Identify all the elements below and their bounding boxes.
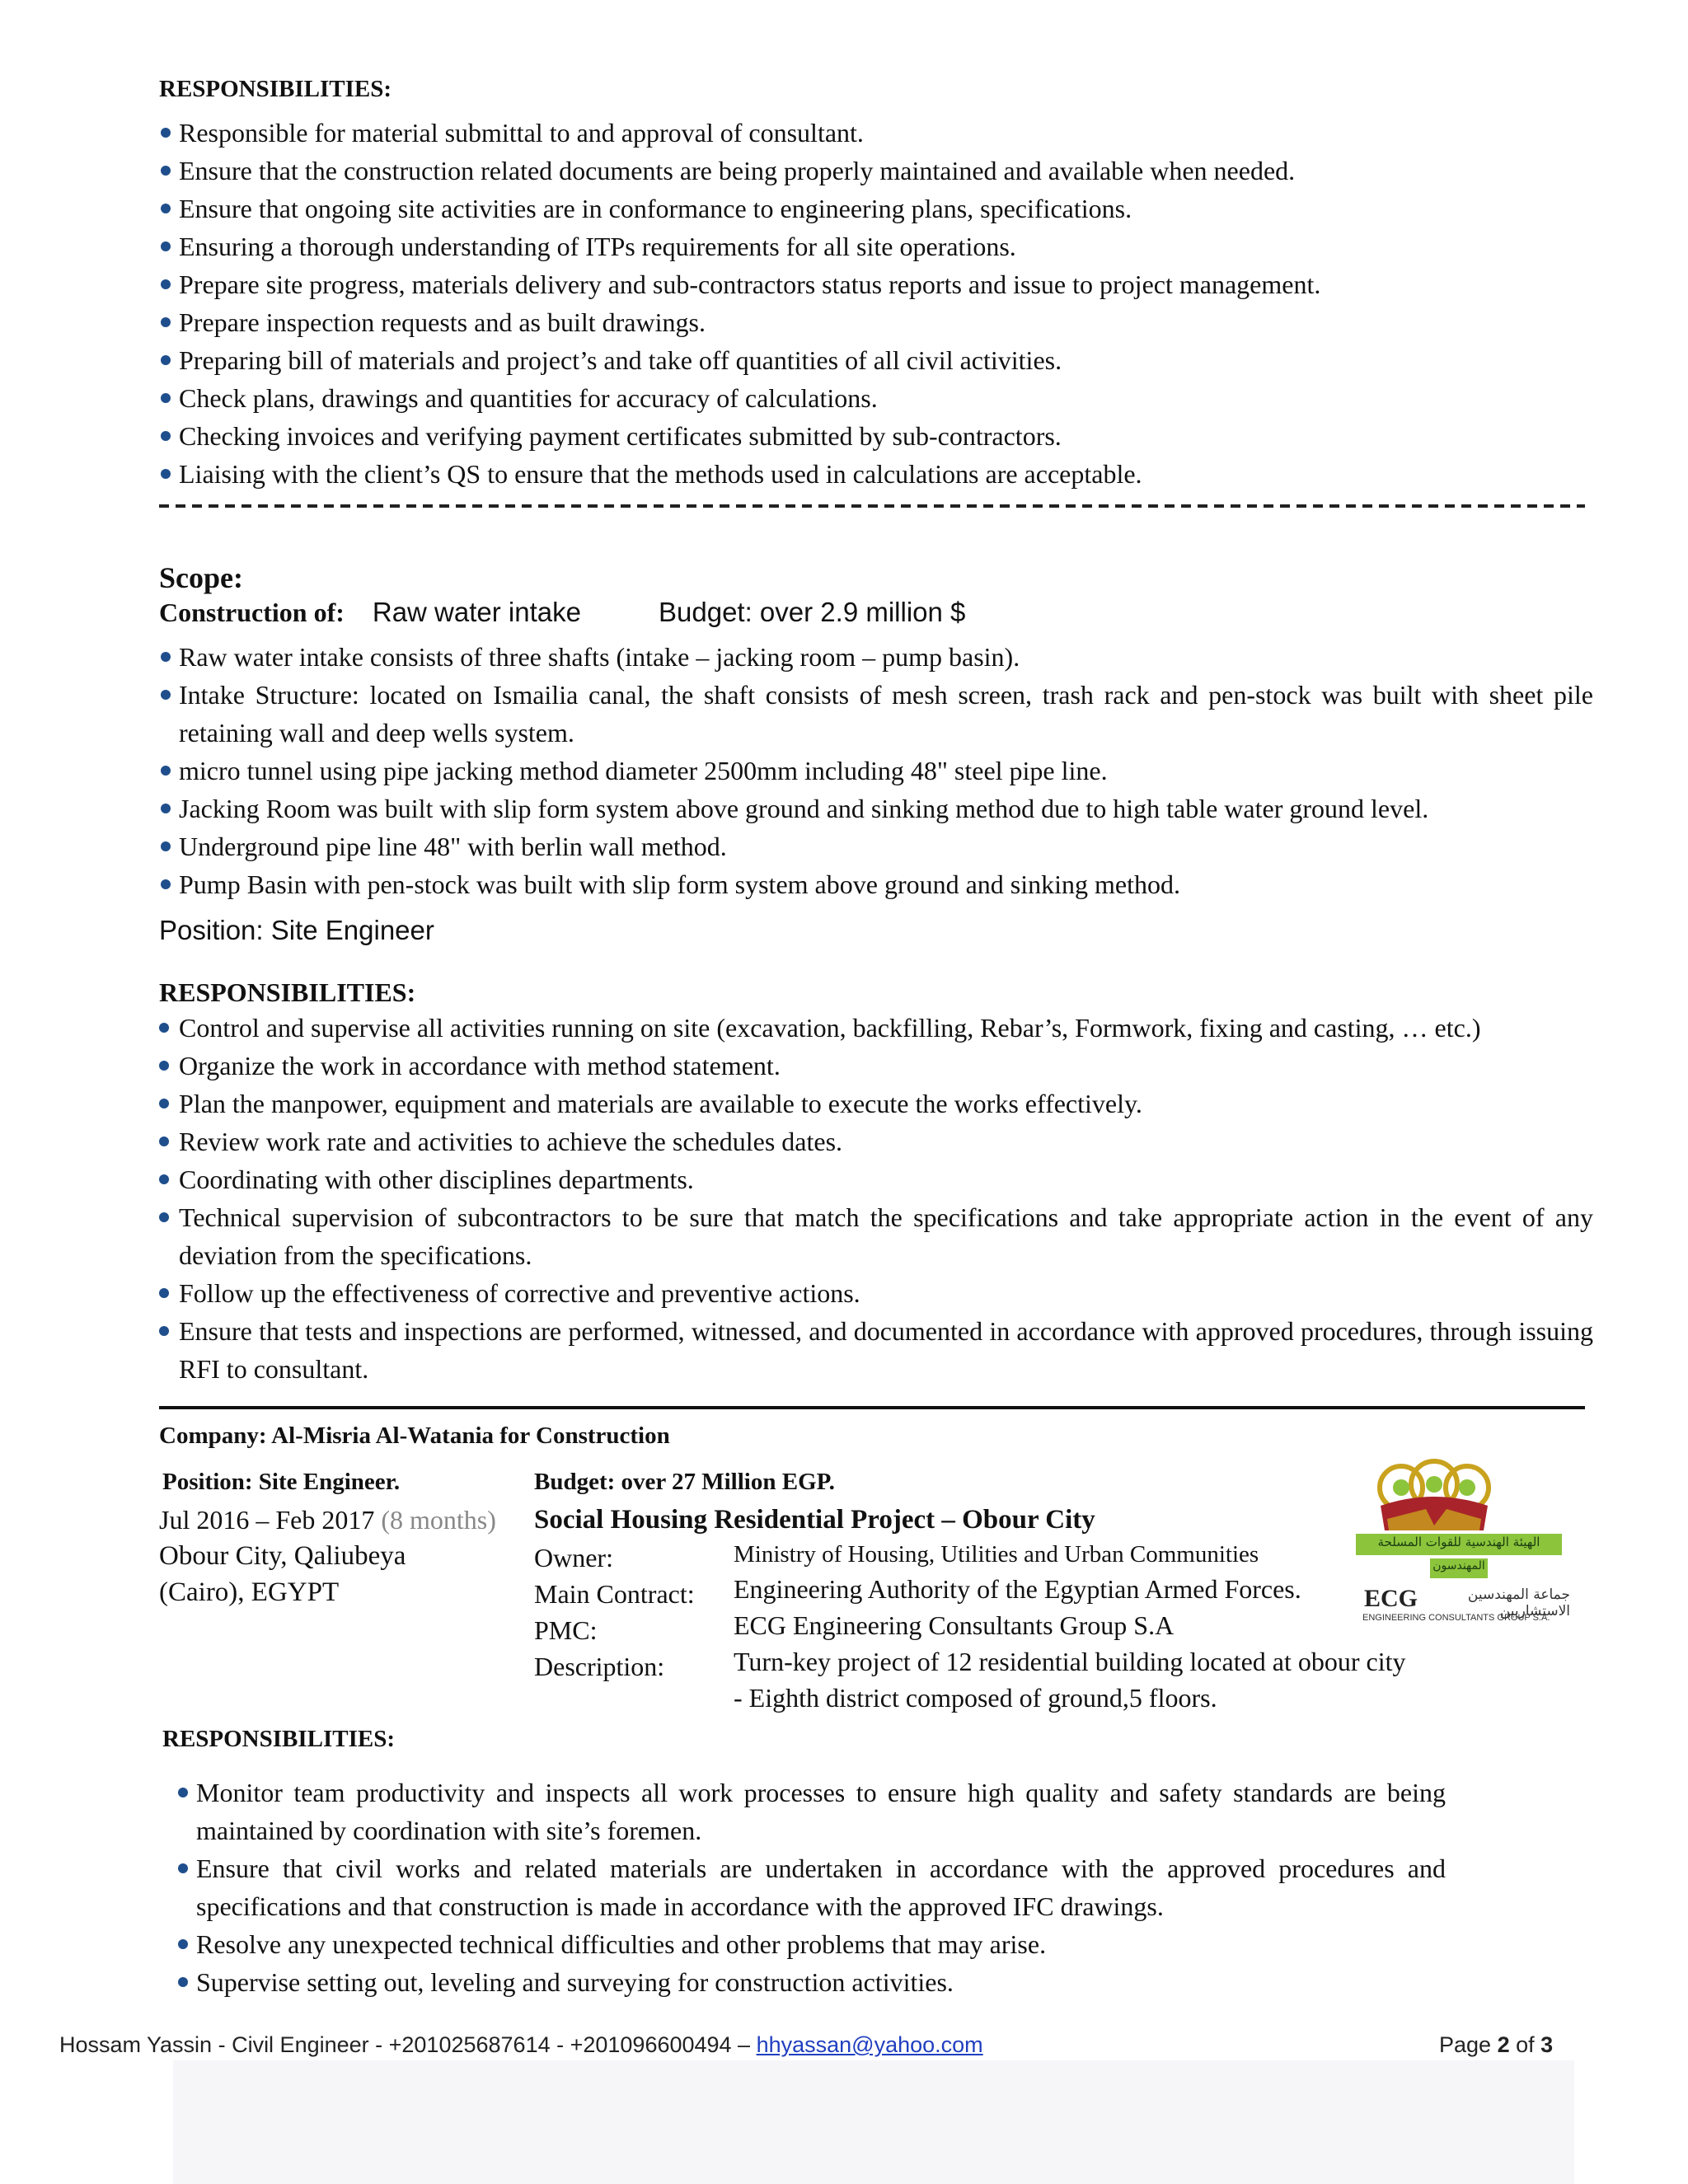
list-item-text: Jacking Room was built with slip form system above ground and sinking method due to high table water ground level. — [179, 794, 1429, 823]
list-item — [159, 417, 1593, 455]
main-contract-value: Engineering Authority of the Egyptian Armed Forces. — [734, 1574, 1301, 1604]
bullet-icon — [161, 469, 171, 479]
duration: (8 months) — [381, 1505, 496, 1535]
list-item — [159, 676, 1593, 752]
company-name: Company: Al-Misria Al-Watania for Construction — [159, 1422, 670, 1449]
responsibilities-list-3 — [176, 1774, 1446, 2001]
description-label: Description: — [534, 1652, 665, 1681]
list-item — [159, 1122, 1593, 1160]
description-line-1: Turn-key project of 12 residential building located at obour city — [734, 1647, 1406, 1676]
list-item-text: Resolve any unexpected technical difficulties and other problems that may arise. — [196, 1929, 1047, 1959]
bullet-icon — [178, 1863, 188, 1873]
bullet-icon — [161, 355, 171, 365]
list-item-text: Underground pipe line 48" with berlin wall method. — [179, 832, 727, 861]
list-item-text: Pump Basin with pen-stock was built with slip form system above ground and sinking method. — [179, 869, 1181, 899]
main-contract-label: Main Contract: — [534, 1579, 695, 1609]
owner-value: Ministry of Housing, Utilities and Urban Communities — [734, 1541, 1259, 1568]
bullet-icon — [178, 1939, 188, 1949]
list-item-text: Ensuring a thorough understanding of ITPs requirements for all site operations. — [179, 232, 1016, 261]
list-item — [159, 114, 1593, 152]
list-item — [159, 190, 1593, 227]
bullet-icon — [161, 652, 171, 662]
dashed-separator — [159, 504, 1585, 508]
list-item-text: Prepare inspection requests and as built drawings. — [179, 307, 706, 337]
list-item — [159, 227, 1593, 265]
page-prefix: Page — [1439, 2032, 1492, 2057]
ecg-logo-text: ECG — [1364, 1585, 1418, 1612]
list-item — [159, 752, 1593, 790]
pmc-label: PMC: — [534, 1615, 598, 1645]
bullet-icon — [161, 841, 171, 851]
list-item-text: Supervise setting out, leveling and surveying for construction activities. — [196, 1967, 954, 1997]
responsibilities-heading-2: RESPONSIBILITIES: — [159, 977, 416, 1007]
list-item — [176, 1774, 1446, 1849]
list-item — [159, 341, 1593, 379]
scope-budget: Budget: over 2.9 million $ — [659, 597, 966, 627]
scope-list — [159, 638, 1593, 903]
bullet-icon — [178, 1788, 188, 1797]
location-line-1: Obour City, Qaliubeya — [159, 1541, 406, 1571]
bullet-icon — [178, 1977, 188, 1987]
list-item — [159, 152, 1593, 190]
bullet-icon — [161, 393, 171, 403]
bullet-icon — [161, 879, 171, 889]
list-item-text: Intake Structure: located on Ismailia canal, the shaft consists of mesh screen, trash rack and pen-stock was built with sheet pile retaining wall and deep wells system. — [179, 680, 1593, 748]
bullet-icon — [161, 204, 171, 213]
pmc-value: ECG Engineering Consultants Group S.A — [734, 1610, 1175, 1640]
scope-construction-line — [159, 597, 581, 628]
list-item-text: Ensure that tests and inspections are performed, witnessed, and documented in accordance with approved procedures, through issuing RFI to consultant. — [179, 1316, 1593, 1384]
bullet-icon — [161, 166, 171, 176]
bullet-icon — [159, 1099, 169, 1108]
list-item-text: Review work rate and activities to achieve the schedules dates. — [179, 1127, 843, 1156]
list-item — [159, 827, 1593, 865]
scope-position: Position: Site Engineer — [159, 915, 434, 945]
section-rule — [159, 1406, 1585, 1409]
list-item — [159, 303, 1593, 341]
logo-arabic-line-1: الهيئة الهندسية للقوات المسلحة — [1377, 1535, 1540, 1549]
bullet-icon — [161, 766, 171, 776]
list-item — [159, 1009, 1593, 1047]
owner-label: Owner: — [534, 1543, 613, 1572]
list-item-text: Prepare site progress, materials delivery and sub-contractors status reports and issue to project management. — [179, 269, 1321, 299]
list-item — [159, 1160, 1593, 1198]
list-item-text: Organize the work in accordance with method statement. — [179, 1051, 781, 1080]
footer-text: Hossam Yassin - Civil Engineer - +201025687614 - +201096600494 – — [59, 2032, 751, 2057]
list-item-text: Ensure that ongoing site activities are in conformance to engineering plans, specifications. — [179, 194, 1132, 223]
list-item-text: Plan the manpower, equipment and materials are available to execute the works effectively. — [179, 1089, 1142, 1118]
company-logos — [1348, 1455, 1570, 1628]
responsibilities-list-2 — [159, 1009, 1593, 1388]
bullet-icon — [159, 1174, 169, 1184]
project-title: Social Housing Residential Project – Obour City — [534, 1505, 1095, 1535]
list-item-text: Liaising with the client’s QS to ensure that the methods used in calculations are acceptable. — [179, 459, 1142, 489]
page-current: 2 — [1497, 2032, 1510, 2057]
list-item-text: Ensure that the construction related documents are being properly maintained and available when needed. — [179, 156, 1296, 185]
bullet-icon — [159, 1061, 169, 1071]
bullet-icon — [161, 317, 171, 327]
bullet-icon — [161, 128, 171, 138]
construction-value: Raw water intake — [372, 597, 581, 627]
list-item-text: Follow up the effectiveness of corrective and preventive actions. — [179, 1278, 860, 1308]
bullet-icon — [161, 241, 171, 251]
job-dates — [159, 1505, 496, 1535]
list-item — [159, 379, 1593, 417]
list-item-text: Preparing bill of materials and project’s and take off quantities of all civil activities. — [179, 345, 1062, 375]
list-item — [159, 865, 1593, 903]
bullet-icon — [161, 431, 171, 441]
bullet-icon — [159, 1326, 169, 1336]
responsibilities-heading: RESPONSIBILITIES: — [159, 76, 392, 102]
job-position: Position: Site Engineer. — [162, 1469, 401, 1495]
list-item — [159, 638, 1593, 676]
list-item — [159, 265, 1593, 303]
scope-heading: Scope: — [159, 561, 243, 594]
page-total: 3 — [1540, 2032, 1554, 2057]
bullet-icon — [161, 804, 171, 813]
bullet-icon — [159, 1288, 169, 1298]
ecg-logo-arabic: جماعة المهندسين الاستشاريين — [1467, 1586, 1570, 1619]
list-item-text: Control and supervise all activities running on site (excavation, backfilling, Rebar’s, Formwork, fixing and casting, … etc.) — [179, 1013, 1481, 1043]
footer-email-link[interactable]: hhyassan@yahoo.com — [756, 2032, 983, 2057]
list-item-text: Raw water intake consists of three shafts (intake – jacking room – pump basin). — [179, 642, 1020, 672]
page-number — [1439, 2032, 1553, 2058]
footer-contact — [59, 2032, 983, 2058]
list-item-text: Responsible for material submittal to and approval of consultant. — [179, 118, 864, 148]
list-item — [159, 1274, 1593, 1312]
page-of: of — [1516, 2032, 1535, 2057]
list-item — [159, 455, 1593, 493]
list-item — [176, 1963, 1446, 2001]
bullet-icon — [159, 1212, 169, 1222]
bullet-icon — [161, 279, 171, 289]
list-item-text: Monitor team productivity and inspects all work processes to ensure high quality and safety standards are being maintained by coordination with site’s foremen. — [196, 1778, 1446, 1845]
responsibilities-heading-3: RESPONSIBILITIES: — [162, 1726, 396, 1752]
list-item — [176, 1925, 1446, 1963]
list-item — [159, 1198, 1593, 1274]
list-item — [159, 1085, 1593, 1122]
list-item — [159, 1312, 1593, 1388]
description-line-2: - Eighth district composed of ground,5 floors. — [734, 1683, 1217, 1713]
list-item-text: micro tunnel using pipe jacking method diameter 2500mm including 48" steel pipe line. — [179, 756, 1108, 785]
list-item-text: Coordinating with other disciplines departments. — [179, 1165, 694, 1194]
list-item-text: Technical supervision of subcontractors to be sure that match the specifications and take appropriate action in the event of any deviation from the specifications. — [179, 1202, 1593, 1270]
responsibilities-list — [159, 114, 1593, 493]
bullet-icon — [161, 690, 171, 700]
list-item-text: Ensure that civil works and related materials are undertaken in accordance with the approved procedures and specifications and that construction is made in accordance with the approved IFC drawings. — [196, 1854, 1446, 1921]
page-bottom-shade — [173, 2060, 1574, 2184]
list-item — [176, 1849, 1446, 1925]
list-item-text: Check plans, drawings and quantities for accuracy of calculations. — [179, 383, 878, 413]
bullet-icon — [159, 1023, 169, 1033]
job-budget: Budget: over 27 Million EGP. — [534, 1469, 835, 1495]
list-item-text: Checking invoices and verifying payment certificates submitted by sub-contractors. — [179, 421, 1062, 451]
ecg-logo-subtitle: ENGINEERING CONSULTANTS GROUP S.A. — [1362, 1613, 1550, 1623]
logo-arabic-line-2: المهندسون — [1432, 1559, 1485, 1572]
date-range: Jul 2016 – Feb 2017 — [159, 1505, 375, 1535]
bullet-icon — [159, 1137, 169, 1146]
location-line-2: (Cairo), EGYPT — [159, 1577, 340, 1607]
construction-label: Construction of: — [159, 598, 345, 627]
list-item — [159, 1047, 1593, 1085]
list-item — [159, 790, 1593, 827]
